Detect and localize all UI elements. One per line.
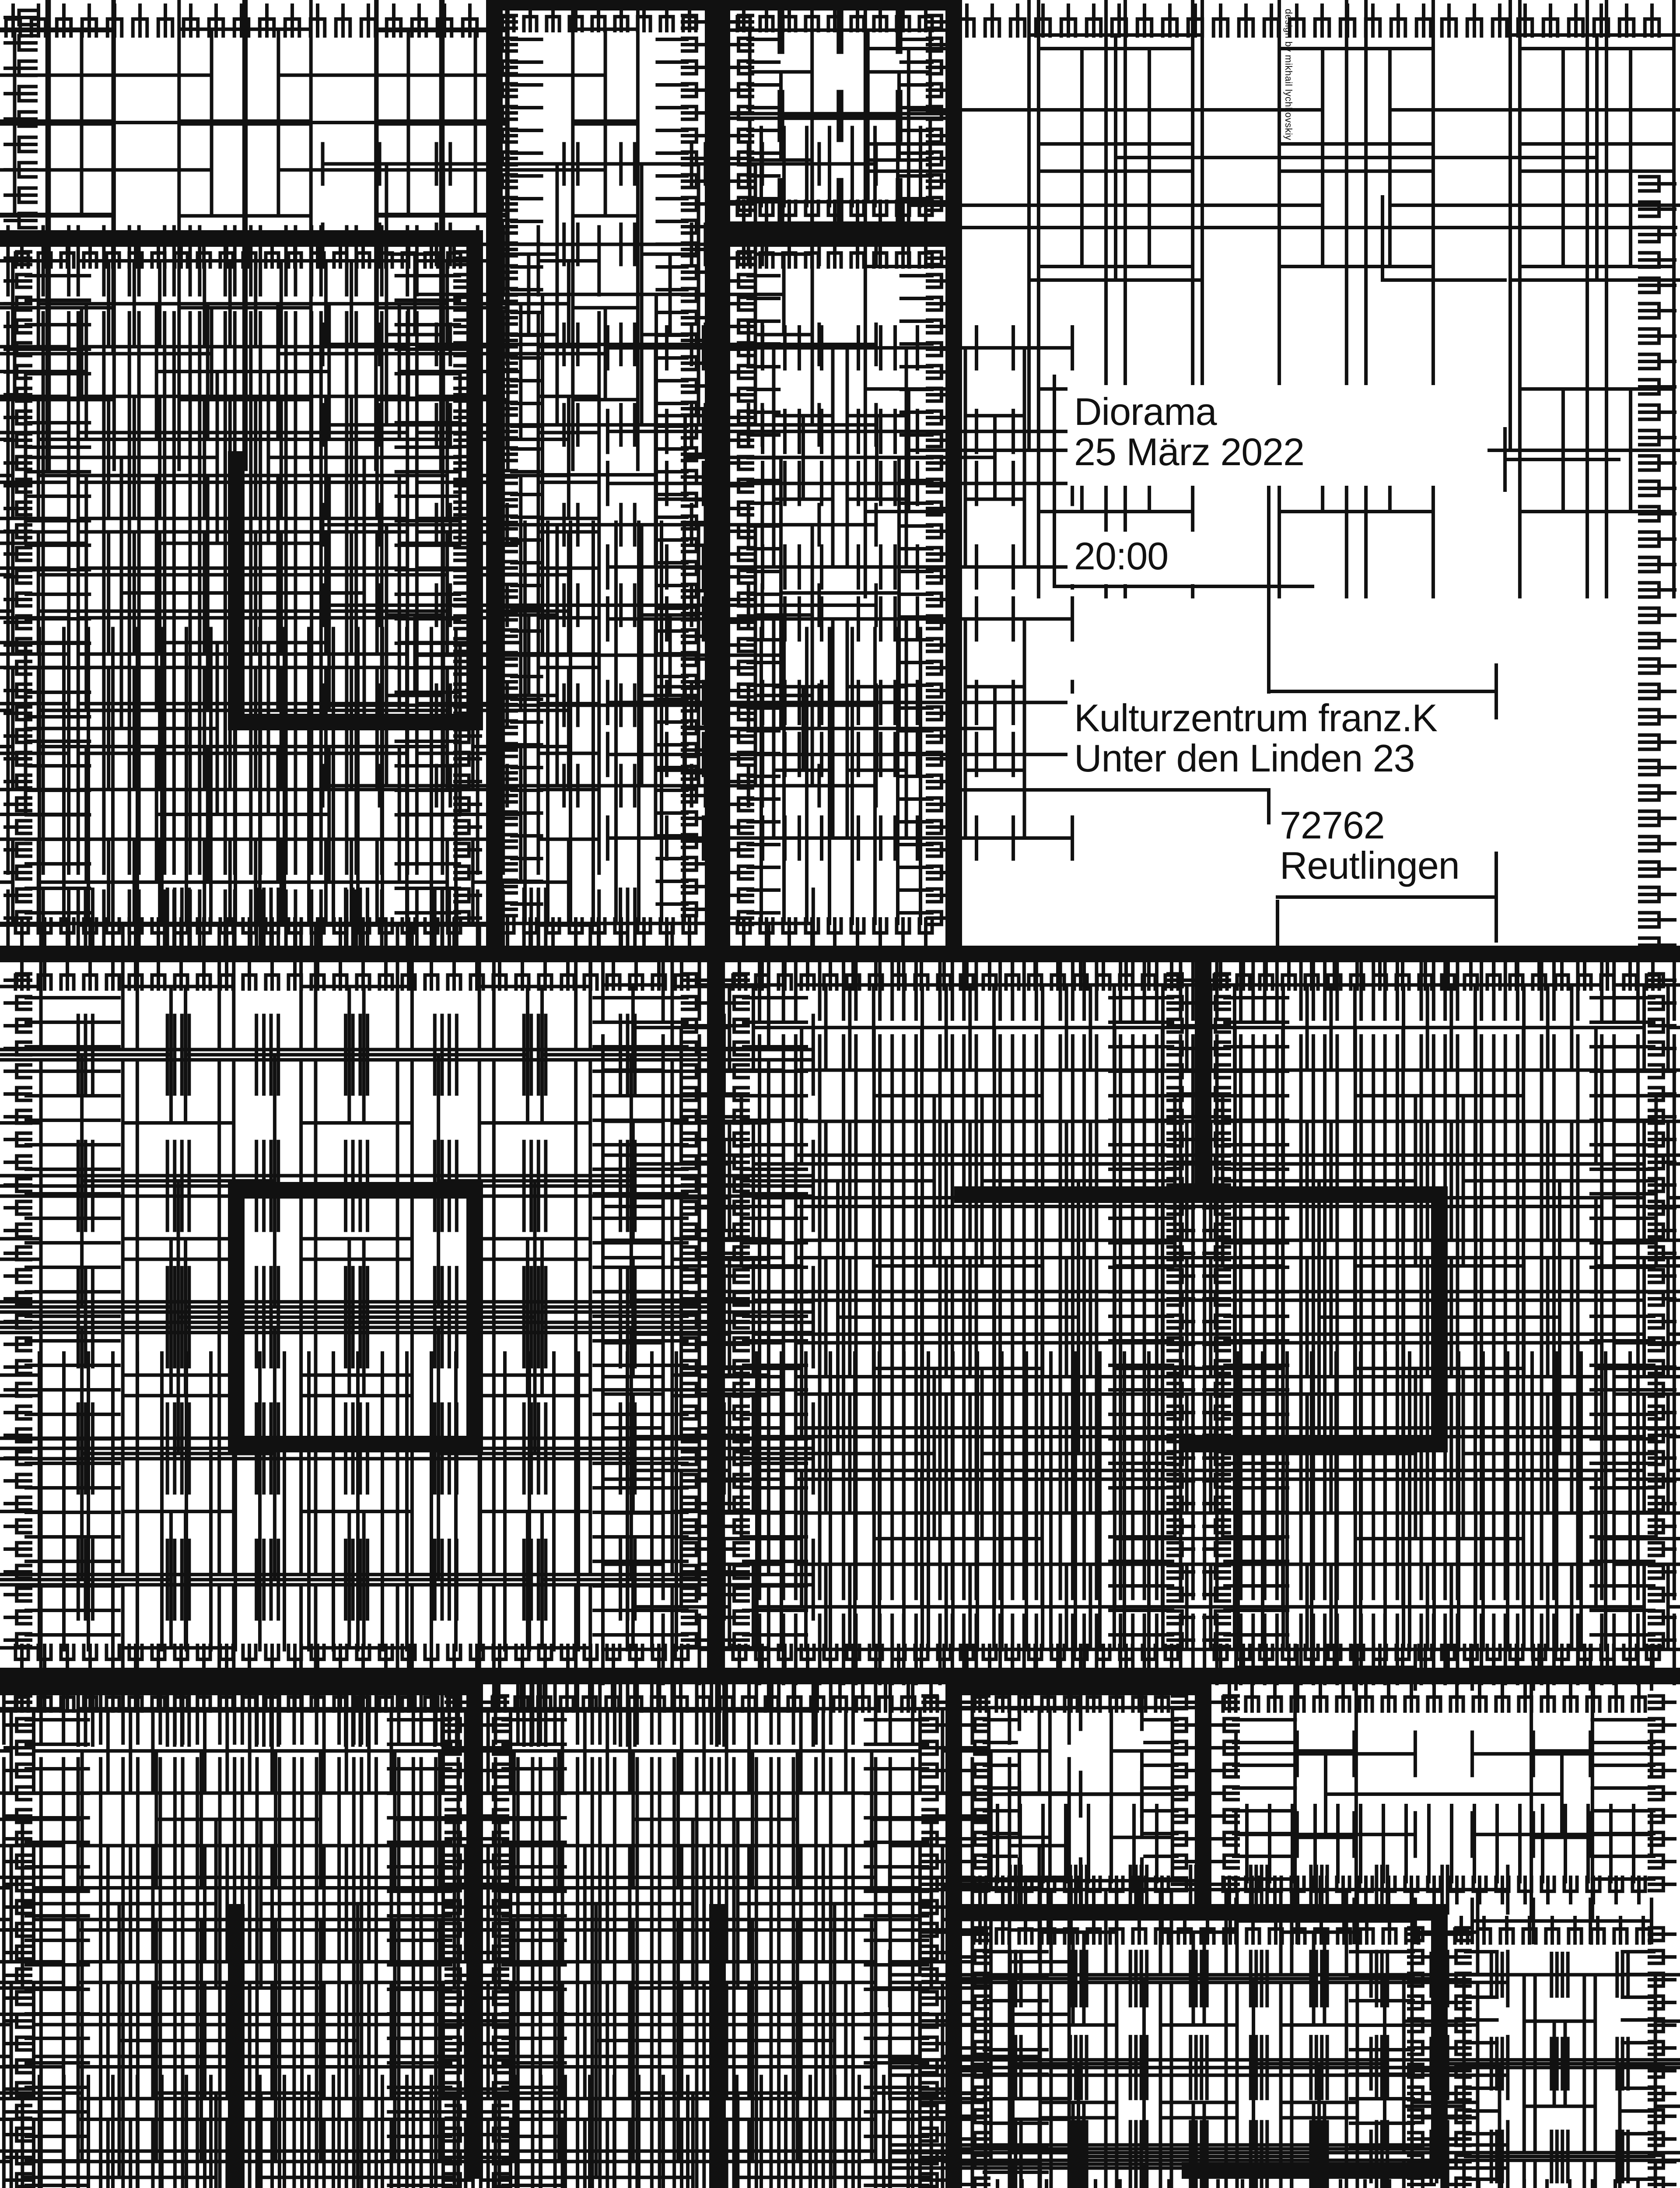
city-name: Reutlingen [1280,844,1460,887]
credit-text: design by mikhail lychkovskiy [1283,9,1294,140]
venue-street: Unter den Linden 23 [1074,736,1415,780]
venue-name: Kulturzentrum franz.K [1074,696,1437,740]
time-info [1074,536,1168,576]
event-info [1074,392,1304,472]
event-title: Diorama [1074,390,1217,433]
event-time: 20:00 [1074,534,1169,578]
postal-code: 72762 [1280,803,1385,847]
city-info [1280,805,1460,886]
event-date: 25 März 2022 [1074,430,1305,473]
design-credit [1282,4,1299,188]
venue-info [1074,698,1437,778]
